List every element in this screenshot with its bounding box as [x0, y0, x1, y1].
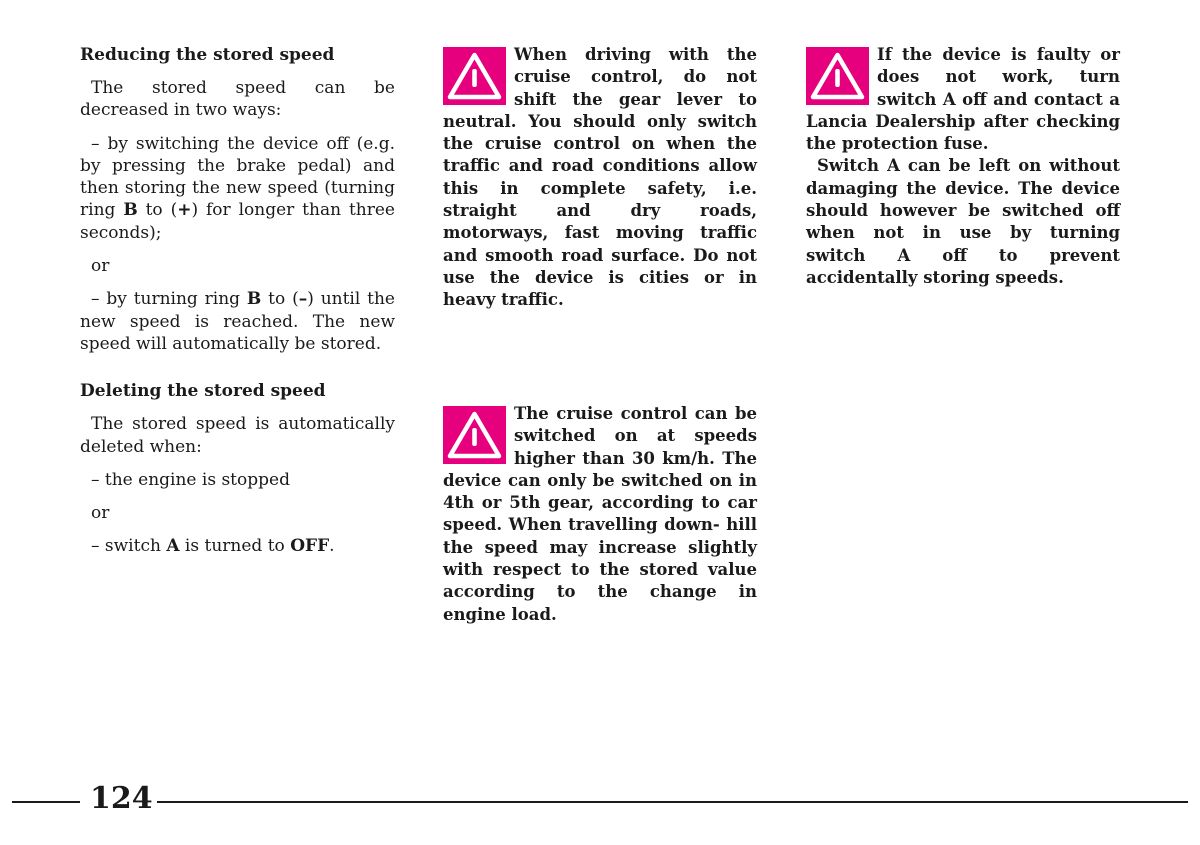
page-number: 124 — [90, 781, 153, 816]
warning-block-speed — [443, 403, 757, 626]
warning-text-continued: Switch A can be left on without damaging the device. The device should however be switched off when not in use by turning switch A off to prevent accidentally storing speeds. — [806, 156, 1120, 287]
warning-triangle-icon — [806, 47, 869, 105]
paragraph-or-2: or — [91, 503, 110, 524]
warning-triangle-icon — [443, 406, 506, 464]
paragraph-intro: The stored speed can be decreased in two ways: — [80, 78, 395, 121]
warning-text: The cruise control can be switched on at speeds higher than 30 km/h. The device can only be switched on in 4th or 5th gear, according to car speed. When travelling down- hill the speed may increase slightly with respect to the stored value according to the change in engine load. — [443, 404, 757, 624]
paragraph-option-2: – by turning ring B to (–) until the new speed is reached. The new speed will automatically be stored. — [80, 289, 395, 354]
warning-text: When driving with the cruise control, do not shift the gear lever to neutral. You should only switch the cruise control on when the traffic and road conditions allow this in complete safety, i.e. straight and dry roads, motorways, fast moving traffic and smooth road surface. Do not use the device is cities or in heavy traffic. — [443, 45, 757, 310]
footer-rule-right — [157, 801, 1188, 803]
warning-text: If the device is faulty or does not work, turn switch A off and contact a Lancia Dealership after checking the protection fuse. — [806, 45, 1120, 154]
paragraph-option-1: – by switching the device off (e.g. by pressing the brake pedal) and then storing the new speed (turning ring B to (+) for longer than three seconds); — [80, 133, 395, 243]
paragraph-switch-off: – switch A is turned to OFF. — [91, 536, 335, 557]
section-heading-deleting: Deleting the stored speed — [80, 381, 326, 402]
warning-triangle-icon — [443, 47, 506, 105]
warning-block-faulty — [806, 44, 1120, 289]
left-column — [80, 44, 395, 558]
warning-block-neutral — [443, 44, 757, 312]
paragraph-deleting-intro: The stored speed is automatically deleted when: — [80, 414, 395, 457]
section-heading-reducing: Reducing the stored speed — [80, 45, 335, 65]
paragraph-engine-stopped: – the engine is stopped — [91, 469, 290, 490]
paragraph-or-1: or — [91, 256, 110, 277]
footer-rule-left — [12, 801, 80, 803]
